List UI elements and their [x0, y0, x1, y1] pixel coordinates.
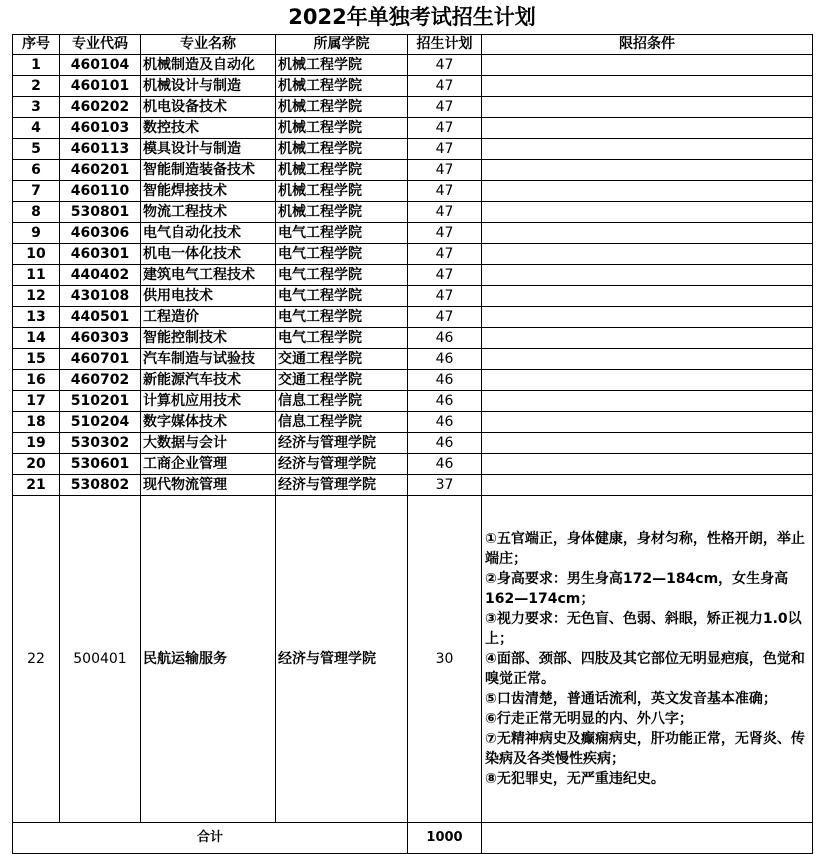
condition-line: ⑧无犯罪史，无严重违纪史。	[485, 771, 665, 787]
header-no: 序号	[13, 35, 60, 55]
cell-code: 500401	[60, 496, 141, 823]
cell-code: 510204	[60, 412, 141, 433]
cell-condition	[482, 97, 813, 118]
cell-condition	[482, 496, 813, 823]
cell-college: 电气工程学院	[276, 307, 408, 328]
cell-name: 现代物流管理	[141, 475, 276, 496]
cell-no: 1	[13, 55, 60, 76]
cell-college: 经济与管理学院	[276, 475, 408, 496]
cell-condition	[482, 286, 813, 307]
cell-no: 11	[13, 265, 60, 286]
table-row	[13, 118, 813, 139]
cell-plan: 46	[408, 433, 482, 454]
cell-plan: 46	[408, 391, 482, 412]
condition-line: ④面部、颈部、四肢及其它部位无明显疤痕，色觉和嗅觉正常。	[485, 651, 805, 687]
cell-no: 7	[13, 181, 60, 202]
total-condition	[482, 823, 813, 854]
cell-plan: 47	[408, 160, 482, 181]
cell-no: 3	[13, 97, 60, 118]
cell-college: 经济与管理学院	[276, 433, 408, 454]
cell-code: 530302	[60, 433, 141, 454]
cell-condition	[482, 223, 813, 244]
cell-name: 计算机应用技术	[141, 391, 276, 412]
table-row	[13, 97, 813, 118]
table-row	[13, 244, 813, 265]
cell-plan: 37	[408, 475, 482, 496]
cell-condition	[482, 160, 813, 181]
cell-condition	[482, 139, 813, 160]
cell-code: 460101	[60, 76, 141, 97]
cell-plan: 46	[408, 328, 482, 349]
cell-name: 机械制造及自动化	[141, 55, 276, 76]
cell-code: 440402	[60, 265, 141, 286]
page-title: 2022年单独考试招生计划	[288, 5, 536, 29]
cell-code: 530801	[60, 202, 141, 223]
table-header-row	[13, 35, 813, 55]
cell-no: 20	[13, 454, 60, 475]
table-row-22	[13, 496, 813, 823]
cell-college: 经济与管理学院	[276, 454, 408, 475]
cell-name: 智能制造装备技术	[141, 160, 276, 181]
table-row	[13, 286, 813, 307]
condition-line: ③视力要求：无色盲、色弱、斜眼，矫正视力1.0以上；	[485, 611, 802, 647]
cell-name: 机械设计与制造	[141, 76, 276, 97]
cell-college: 电气工程学院	[276, 286, 408, 307]
cell-name: 物流工程技术	[141, 202, 276, 223]
cell-code: 460201	[60, 160, 141, 181]
cell-condition	[482, 391, 813, 412]
cell-no: 6	[13, 160, 60, 181]
cell-name: 建筑电气工程技术	[141, 265, 276, 286]
cell-name: 电气自动化技术	[141, 223, 276, 244]
cell-name: 新能源汽车技术	[141, 370, 276, 391]
cell-college: 电气工程学院	[276, 265, 408, 286]
cell-condition	[482, 433, 813, 454]
cell-condition	[482, 118, 813, 139]
cell-plan: 47	[408, 76, 482, 97]
cell-no: 16	[13, 370, 60, 391]
cell-plan: 47	[408, 286, 482, 307]
cell-code: 460113	[60, 139, 141, 160]
cell-condition	[482, 265, 813, 286]
cell-name: 数字媒体技术	[141, 412, 276, 433]
cell-no: 13	[13, 307, 60, 328]
cell-code: 460103	[60, 118, 141, 139]
header-name: 专业名称	[141, 35, 276, 55]
cell-name: 机电一体化技术	[141, 244, 276, 265]
cell-name: 民航运输服务	[141, 496, 276, 823]
table-row	[13, 181, 813, 202]
cell-name: 大数据与会计	[141, 433, 276, 454]
cell-college: 机械工程学院	[276, 76, 408, 97]
condition-line: ⑥行走正常无明显的内、外八字；	[485, 711, 693, 727]
table-row	[13, 433, 813, 454]
cell-college: 交通工程学院	[276, 349, 408, 370]
header-college: 所属学院	[276, 35, 408, 55]
cell-condition	[482, 244, 813, 265]
cell-no: 9	[13, 223, 60, 244]
cell-college: 电气工程学院	[276, 223, 408, 244]
cell-code: 460702	[60, 370, 141, 391]
cell-code: 460306	[60, 223, 141, 244]
cell-no: 2	[13, 76, 60, 97]
cell-college: 机械工程学院	[276, 55, 408, 76]
cell-college: 信息工程学院	[276, 412, 408, 433]
header-condition: 限招条件	[482, 35, 813, 55]
cell-no: 10	[13, 244, 60, 265]
cell-plan: 46	[408, 454, 482, 475]
cell-plan: 30	[408, 496, 482, 823]
cell-plan: 46	[408, 370, 482, 391]
cell-name: 数控技术	[141, 118, 276, 139]
condition-line: ②身高要求：男生身高172—184cm，女生身高162—174cm；	[485, 571, 789, 607]
cell-condition	[482, 181, 813, 202]
cell-no: 15	[13, 349, 60, 370]
table-row	[13, 370, 813, 391]
table-row	[13, 223, 813, 244]
cell-condition	[482, 55, 813, 76]
cell-condition	[482, 307, 813, 328]
cell-no: 14	[13, 328, 60, 349]
cell-condition	[482, 76, 813, 97]
condition-line: ①五官端正，身体健康，身材匀称，性格开朗，举止端庄；	[485, 531, 805, 567]
total-value: 1000	[408, 823, 482, 854]
cell-college: 机械工程学院	[276, 118, 408, 139]
table-total-row	[13, 823, 813, 854]
header-code: 专业代码	[60, 35, 141, 55]
cell-name: 机电设备技术	[141, 97, 276, 118]
cell-code: 460301	[60, 244, 141, 265]
cell-college: 机械工程学院	[276, 202, 408, 223]
cell-college: 电气工程学院	[276, 244, 408, 265]
cell-college: 交通工程学院	[276, 370, 408, 391]
cell-name: 工商企业管理	[141, 454, 276, 475]
table-row	[13, 307, 813, 328]
cell-code: 460202	[60, 97, 141, 118]
table-row	[13, 160, 813, 181]
cell-code: 460701	[60, 349, 141, 370]
cell-name: 智能焊接技术	[141, 181, 276, 202]
table-row	[13, 391, 813, 412]
cell-name: 模具设计与制造	[141, 139, 276, 160]
cell-no: 19	[13, 433, 60, 454]
cell-condition	[482, 475, 813, 496]
cell-plan: 47	[408, 244, 482, 265]
table-row	[13, 55, 813, 76]
cell-condition	[482, 328, 813, 349]
cell-plan: 47	[408, 265, 482, 286]
cell-plan: 47	[408, 139, 482, 160]
cell-name: 工程造价	[141, 307, 276, 328]
cell-condition	[482, 202, 813, 223]
cell-no: 5	[13, 139, 60, 160]
table-row	[13, 139, 813, 160]
cell-no: 22	[13, 496, 60, 823]
cell-condition	[482, 349, 813, 370]
cell-plan: 46	[408, 412, 482, 433]
cell-code: 460110	[60, 181, 141, 202]
cell-college: 经济与管理学院	[276, 496, 408, 823]
cell-name: 智能控制技术	[141, 328, 276, 349]
cell-condition	[482, 412, 813, 433]
cell-no: 4	[13, 118, 60, 139]
cell-no: 17	[13, 391, 60, 412]
cell-no: 8	[13, 202, 60, 223]
cell-code: 460104	[60, 55, 141, 76]
cell-no: 12	[13, 286, 60, 307]
cell-condition	[482, 454, 813, 475]
total-label: 合计	[13, 823, 408, 854]
cell-plan: 47	[408, 223, 482, 244]
cell-college: 机械工程学院	[276, 181, 408, 202]
cell-name: 汽车制造与试验技	[141, 349, 276, 370]
cell-plan: 47	[408, 118, 482, 139]
cell-college: 信息工程学院	[276, 391, 408, 412]
cell-college: 机械工程学院	[276, 160, 408, 181]
cell-plan: 47	[408, 55, 482, 76]
table-row	[13, 412, 813, 433]
cell-plan: 47	[408, 202, 482, 223]
cell-plan: 47	[408, 97, 482, 118]
cell-college: 电气工程学院	[276, 328, 408, 349]
cell-plan: 47	[408, 307, 482, 328]
table-row	[13, 76, 813, 97]
cell-plan: 46	[408, 349, 482, 370]
cell-plan: 47	[408, 181, 482, 202]
table-row	[13, 328, 813, 349]
cell-name: 供用电技术	[141, 286, 276, 307]
header-plan: 招生计划	[408, 35, 482, 55]
table-row	[13, 349, 813, 370]
enrollment-plan-table	[12, 34, 813, 854]
cell-condition	[482, 370, 813, 391]
cell-code: 440501	[60, 307, 141, 328]
cell-code: 430108	[60, 286, 141, 307]
cell-no: 18	[13, 412, 60, 433]
cell-code: 530802	[60, 475, 141, 496]
condition-line: ⑦无精神病史及癫痫病史，肝功能正常，无肾炎、传染病及各类慢性疾病；	[485, 731, 805, 767]
condition-line: ⑤口齿清楚，普通话流利，英文发音基本准确；	[485, 691, 777, 707]
cell-college: 机械工程学院	[276, 139, 408, 160]
table-row	[13, 475, 813, 496]
table-row	[13, 202, 813, 223]
cell-no: 21	[13, 475, 60, 496]
cell-code: 460303	[60, 328, 141, 349]
table-row	[13, 454, 813, 475]
cell-code: 530601	[60, 454, 141, 475]
table-row	[13, 265, 813, 286]
cell-code: 510201	[60, 391, 141, 412]
cell-college: 机械工程学院	[276, 97, 408, 118]
